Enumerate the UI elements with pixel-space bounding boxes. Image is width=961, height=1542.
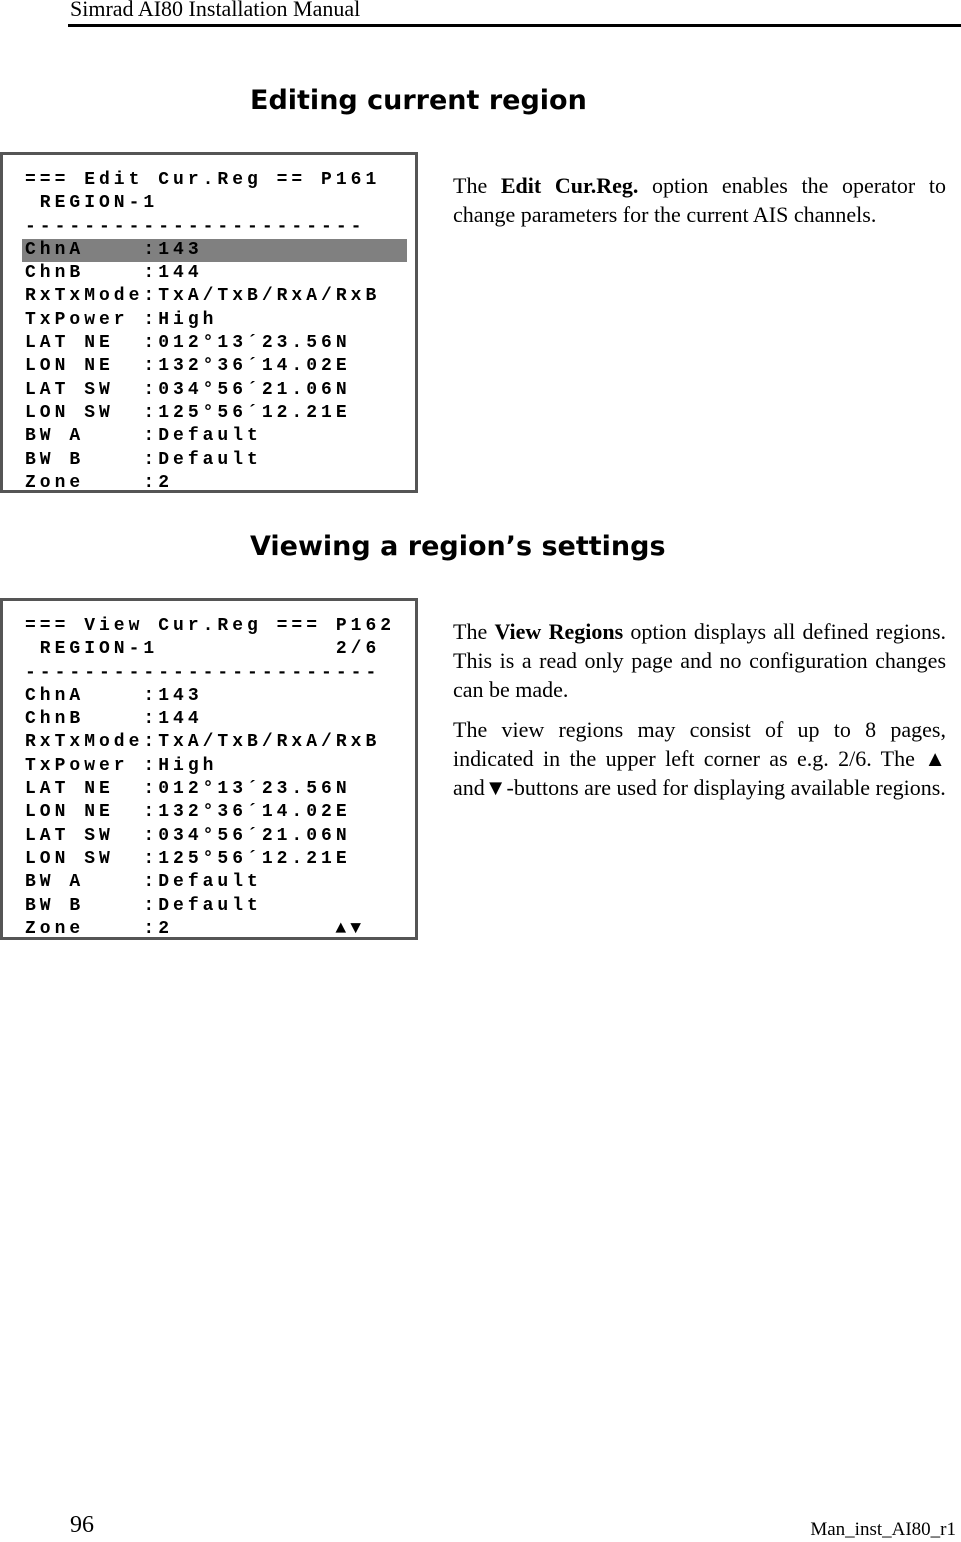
screen-row-lat-sw: LAT SW :034°56´21.06N [25, 379, 351, 400]
screen-row-rxtxmode: RxTxMode:TxA/TxB/RxA/RxB [25, 732, 381, 753]
screen-row-lat-ne: LAT NE :012°13´23.56N [25, 333, 351, 354]
screen-separator-line: ------------------------ [25, 662, 381, 683]
screen-row-lon-sw: LON SW :125°56´12.21E [25, 848, 351, 869]
screen-row-bw-a: BW A :Default [25, 426, 262, 447]
screen-row-lon-ne: LON NE :132°36´14.02E [25, 356, 351, 377]
screen-region-line: REGION-1 [25, 193, 159, 214]
screen-row-zone: Zone :2 [25, 472, 174, 493]
view-option-name: View Regions [494, 619, 624, 644]
screen-row-chnb: ChnB :144 [25, 263, 203, 284]
view-section-heading: Viewing a region’s settings [250, 531, 666, 562]
screen-region-line: REGION-1 2/6 [25, 639, 381, 660]
header-rule [68, 24, 961, 27]
screen-row-lon-ne: LON NE :132°36´14.02E [25, 802, 351, 823]
screen-title-line: === Edit Cur.Reg == P161 [25, 170, 381, 190]
edit-section-heading: Editing current region [250, 85, 587, 116]
screen-row-lat-sw: LAT SW :034°56´21.06N [25, 825, 351, 846]
edit-paragraph: The Edit Cur.Reg. option enables the operator to change parameters for the current AIS channels. [453, 173, 947, 227]
header-title: Simrad AI80 Installation Manual [70, 0, 361, 21]
screen-row-chnb: ChnB :144 [25, 709, 203, 730]
screen-row-chna-selected: ChnA :143 [22, 239, 407, 262]
edit-option-name: Edit Cur.Reg. [500, 173, 639, 198]
screen-row-rxtxmode: RxTxMode:TxA/TxB/RxA/RxB [25, 286, 381, 307]
screen-row-bw-b: BW B :Default [25, 449, 262, 470]
page-number: 96 [70, 1512, 94, 1538]
view-region-screen [0, 598, 418, 940]
screen-row-lat-ne: LAT NE :012°13´23.56N [25, 779, 351, 800]
edit-description [453, 171, 946, 240]
screen-row-txpower: TxPower :High [25, 755, 218, 776]
screen-row-lon-sw: LON SW :125°56´12.21E [25, 402, 351, 423]
screen-row-txpower: TxPower :High [25, 309, 218, 330]
screen-row-bw-b: BW B :Default [25, 895, 262, 916]
screen-row-chna: ChnA :143 [25, 685, 203, 706]
document-id: Man_inst_AI80_r1 [810, 1519, 956, 1540]
up-down-arrows-icon: ▲▼ [335, 918, 365, 939]
screen-row-bw-a: BW A :Default [25, 872, 262, 893]
screen-separator-line: ----------------------- [25, 216, 366, 237]
screen-title-line: === View Cur.Reg === P162 [25, 616, 396, 636]
screen-row-zone: Zone :2 ▲▼ [3, 918, 415, 940]
view-paragraph-2: The view regions may consist of up to 8 pages, indicated in the upper left corner as e.g. 2/6. The ▲ and▼-buttons are used for displaying available regions. [453, 717, 946, 800]
view-description [453, 617, 946, 813]
view-paragraph-1: The View Regions option displays all defined regions. This is a read only page and no configuration changes can be made. [453, 619, 947, 702]
edit-region-screen [0, 152, 418, 493]
